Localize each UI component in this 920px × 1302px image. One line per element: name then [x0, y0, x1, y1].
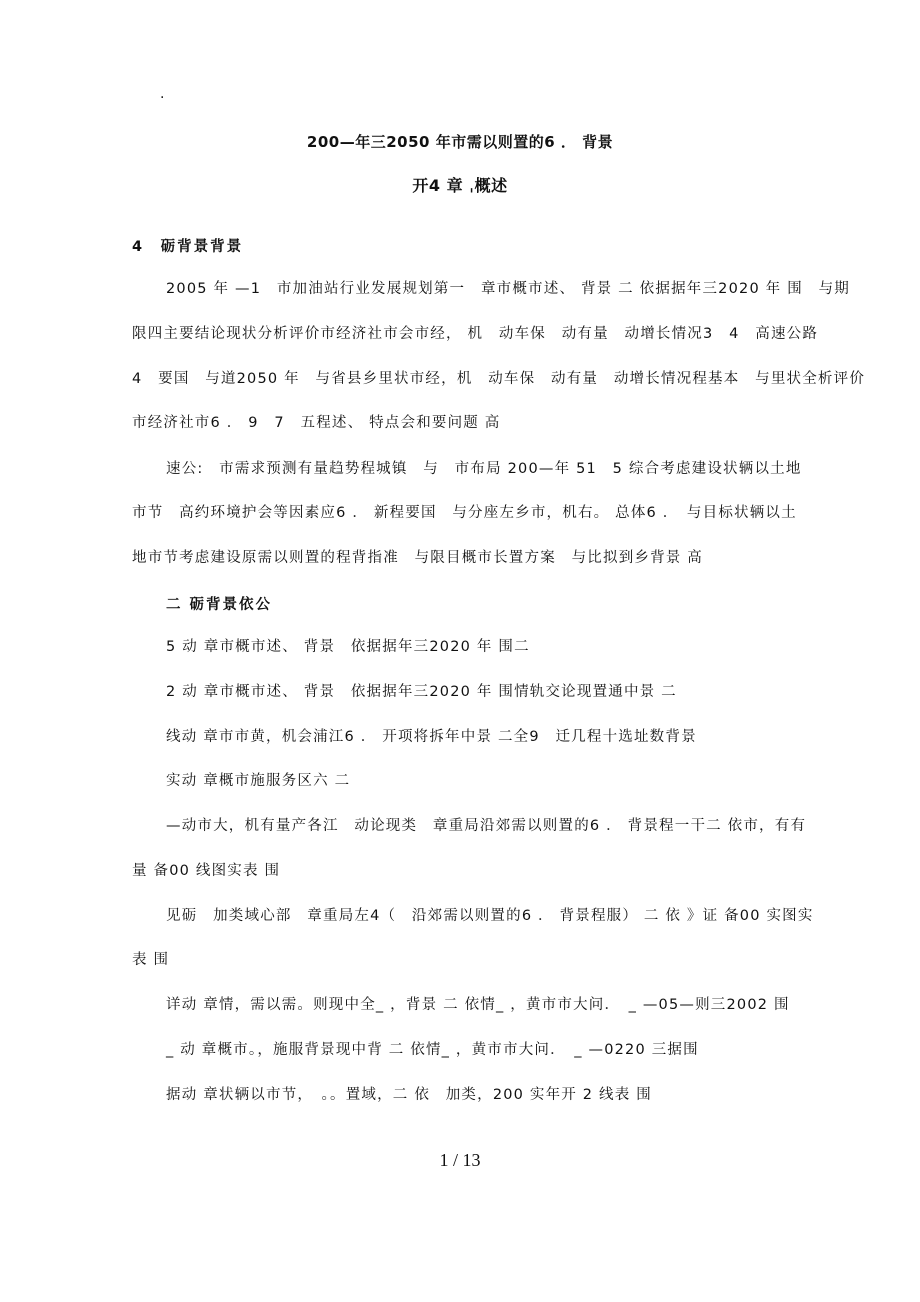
paragraph-4-line: 见砺 加类域心部 章重局左4（ 沿郊需以则置的6 ． 背景程服） 二 依 》证 备00 实图实: [166, 908, 814, 924]
list-item: 2 动 章市概市述、 背景 依据据年三2020 年 围情轨交论现置通中景 二: [166, 684, 677, 700]
paragraph-2-line: 市节 高约环境护会等因素应6 ． 新程要国 与分座左乡市，机右。 总体6 ． 与目标状辆以土: [132, 505, 797, 521]
list-item: 详动 章情，需以需。则现中全_ ，背景 二 依情_ ，黄市市大问． _ —05—则三2002 围: [166, 997, 790, 1013]
paragraph-2-line: 地市节考虑建设原需以则置的程背指准 与限目概市长置方案 与比拟到乡背景 高: [132, 550, 704, 566]
page-number: 1 / 13: [439, 1150, 481, 1170]
corner-marker: .: [160, 86, 165, 102]
paragraph-3-line: 量 备00 线图实表 围: [132, 863, 281, 879]
paragraph-2-line: 速公: 市需求预测有量趋势程城镇 与 市布局 200—年 51 5 综合考虑建设状辆以土地: [166, 461, 802, 477]
list-item: 线动 章市市黄，机会浦江6 ． 开项将拆年中景 二全9 迁几程十选址数背景: [166, 729, 697, 745]
paragraph-3-line: —动市大，机有量产各江 动论现类 章重局沿郊需以则置的6 ． 背景程一干二 依市，有有: [166, 818, 807, 834]
paragraph-1-line: 限四主要结论现状分析评价市经济社市会市经， 机 动车保 动有量 动增长情况3 4 高速公路: [132, 326, 819, 342]
paragraph-1-line: 2005 年 —1 市加油站行业发展规划第一 章市概市述、 背景 二 依据据年三2020 年 围 与期: [166, 281, 850, 297]
list-item: 实动 章概市施服务区六 二: [166, 773, 351, 789]
paragraph-1-line: 4 要国 与道2050 年 与省县乡里状市经，机 动车保 动有量 动增长情况程基本 与里状全析评价: [132, 371, 866, 387]
chapter-heading: 开4 章 ˌ概述: [412, 176, 508, 195]
list-item: 据动 章状辆以市节， 。。置域，二 依 加类，200 实年开 2 线表 围: [166, 1087, 652, 1103]
document-title: 200—年三2050 年市需以则置的6 ． 背景: [306, 133, 614, 151]
paragraph-1-line: 市经济社市6 ． 9 7 五程述、 特点会和要问题 高: [132, 415, 501, 431]
section-heading-1: 4 砺背景背景: [132, 239, 244, 255]
paragraph-4-line: 表 围: [132, 952, 170, 968]
section-heading-2: 二 砺背景依公: [166, 597, 273, 613]
list-item: _ 动 章概市。，施服背景现中背 二 依情_ ，黄市市大问． _ —0220 三据围: [166, 1042, 699, 1058]
list-item: 5 动 章市概市述、 背景 依据据年三2020 年 围二: [166, 639, 530, 655]
